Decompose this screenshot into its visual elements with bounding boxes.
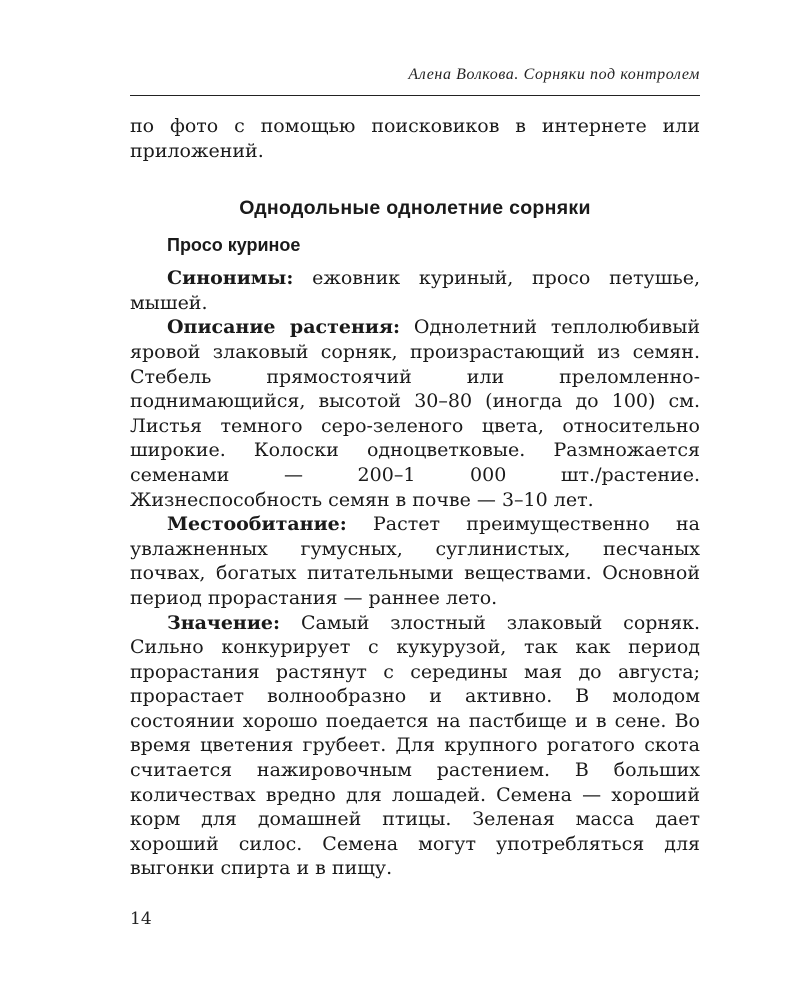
header-rule [130, 95, 700, 96]
page-body [130, 114, 700, 881]
intro-paragraph: по фото с помощью поисковиков в интернете или приложений. [130, 115, 700, 162]
description-paragraph [130, 315, 700, 512]
habitat-label: Местообитание: [167, 513, 347, 536]
synonyms-text: ежовник куриный, просо петушье, мышей. [130, 267, 700, 314]
subsection-title: Просо куриное [167, 235, 301, 256]
page-number: 14 [130, 909, 152, 929]
significance-label: Значение: [167, 611, 281, 634]
significance-text: Самый злостный злаковый сорняк. Сильно конкурирует с кукурузой, так как период прорастания растянут с середины мая до августа; прорастает волнообразно и активно. В молодом состоянии хорошо поедается на пастбище и в сене. Во время цветения грубеет. Для крупного рогатого скота считается нажировочным растением. В больших количествах вредно для лошадей. Семена — хороший корм для домашней птицы. Зеленая масса дает хороший силос. Семена могут употребляться для выгонки спирта и в пищу. [130, 611, 700, 880]
section-title: Однодольные однолетние сорняки [239, 197, 591, 220]
synonyms-label: Синонимы: [167, 267, 294, 290]
description-text: Однолетний теплолюбивый яровой злаковый сорняк, произрастающий из семян. Стебель прямостоячий или преломленно-поднимающийся, высотой 30–80 (иногда до 100) см. Листья темного серо-зеленого цвета, относительно широкие. Колоски одноцветковые. Размножается семенами — 200–1 000 шт./растение. Жизнеспособность семян в почве — 3–10 лет. [130, 316, 700, 511]
habitat-paragraph [130, 512, 700, 610]
synonyms-paragraph [130, 266, 700, 315]
running-head: Алена Волкова. Сорняки под контролем [408, 66, 700, 83]
significance-paragraph [130, 611, 700, 882]
description-label: Описание растения: [167, 316, 400, 339]
habitat-text: Растет преимущественно на увлажненных гумусных, суглинистых, песчаных почвах, богатых питательными веществами. Основной период прорастания — раннее лето. [130, 513, 700, 609]
